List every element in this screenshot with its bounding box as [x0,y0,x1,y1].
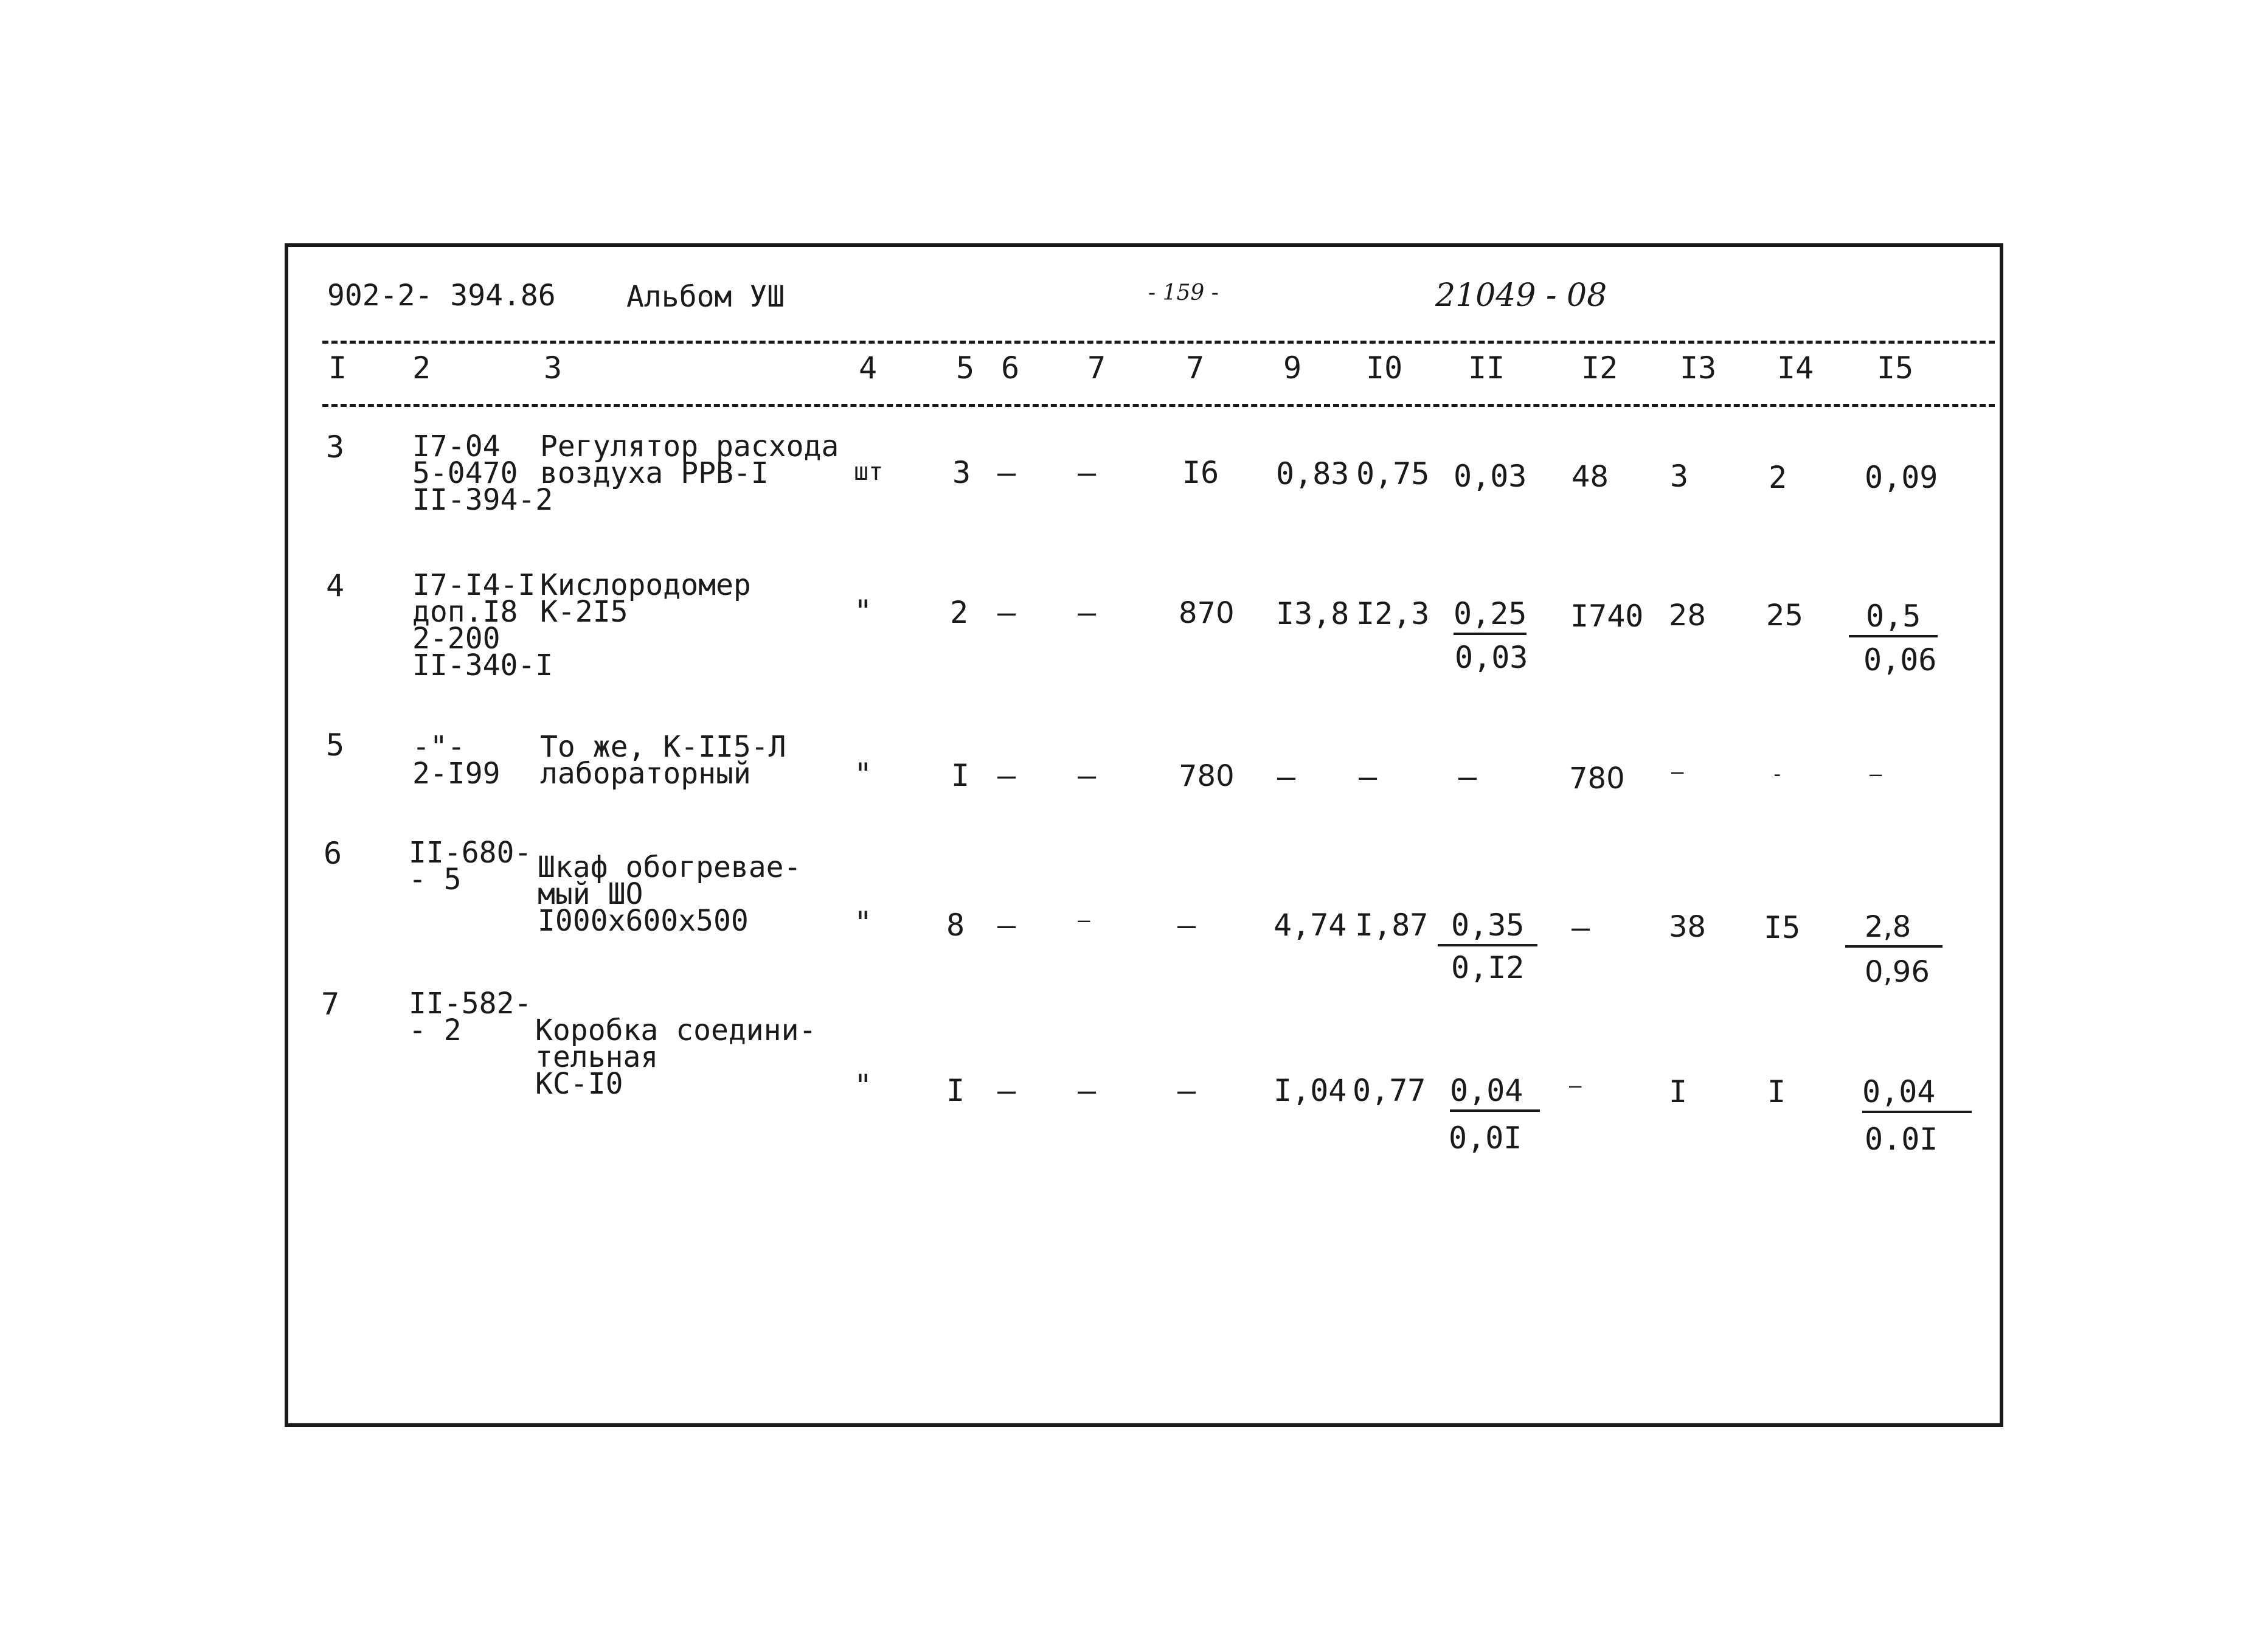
row-unit: " [854,757,873,792]
col-14: I4 [1777,350,1814,386]
row-col11-lower: 0,I2 [1451,950,1525,985]
row-code: -"- 2-I99 [412,730,501,791]
row-qty: 3 [952,455,971,490]
inventory-number: 21049 - 08 [1435,277,1607,314]
row-col9: – [1277,759,1296,794]
row-unit: " [854,594,873,629]
row-name: Коробка соедини- тельная КС-I0 [535,1013,817,1101]
row-col15: 0,09 [1865,460,1938,495]
doc-code: 902-2- 394.86 [327,279,556,313]
row-number: 4 [326,568,345,603]
row-col14: 25 [1766,599,1804,633]
row-col12: – [1572,910,1590,945]
col-11: II [1468,350,1505,386]
row-col14: - [1771,762,1784,786]
row-col8: I6 [1182,455,1219,490]
header-rule [322,341,1995,344]
row-col6: – [997,908,1016,943]
row-col14: I [1767,1074,1786,1109]
row-col6: – [997,758,1016,793]
row-number: 5 [326,727,345,763]
row-col15-lower: 0.0I [1865,1122,1938,1157]
row-col12: – [1569,1074,1582,1098]
row-col9: I3,8 [1276,596,1350,631]
row-name: Кислородомер К-2I5 [540,568,751,629]
row-unit: " [854,905,873,940]
col-7: 7 [1087,350,1106,386]
row-col15-lower: 0,06 [1863,642,1937,678]
row-col11-lower: 0,0I [1449,1120,1522,1156]
row-unit: шт [854,458,884,486]
row-col6: – [997,595,1016,630]
row-col9: 0,83 [1276,456,1350,491]
page-number: - 159 - [1148,280,1219,305]
row-code: I7-04 5-0470 II-394-2 [412,429,553,517]
row-col14: 2 [1769,460,1787,495]
row-col8: 870 [1179,596,1235,630]
row-col15-upper: 0,5 [1849,601,1938,637]
row-number: 6 [324,836,342,871]
row-name: Регулятор расхода воздуха РРВ-I [540,429,839,490]
row-col11: 0,03 [1454,459,1527,494]
row-qty: 8 [946,908,965,943]
row-col6: – [997,1073,1016,1108]
row-col11-upper: 0,04 [1450,1075,1540,1112]
col-10: I0 [1366,350,1403,386]
row-col10: 0,77 [1353,1073,1426,1108]
col-12: I2 [1581,350,1618,386]
row-unit: " [854,1068,873,1103]
row-col7: – [1078,758,1097,793]
row-code: II-680- - 5 [409,836,532,897]
row-name: То же, К-II5-Л лабораторный [540,730,786,791]
col-4: 4 [859,350,878,386]
col-1: I [328,350,347,386]
row-qty: 2 [950,595,969,630]
row-col13: I [1669,1074,1688,1109]
row-qty: I [946,1073,965,1108]
row-col7: – [1078,908,1090,932]
col-5: 5 [956,350,975,386]
row-col13: 28 [1669,599,1707,633]
row-col12: 48 [1572,460,1609,494]
row-col10: I,87 [1355,908,1429,943]
row-col15-upper: 2,8 [1845,912,1942,948]
row-col11-upper: 0,25 [1454,599,1527,635]
row-code: I7-I4-I доп.I8 2-200 II-340-I [412,568,553,682]
col-15: I5 [1877,350,1914,386]
row-col7: – [1078,455,1097,490]
row-col10: I2,3 [1356,596,1430,631]
col-6: 6 [1001,350,1020,386]
row-col11-lower: 0,03 [1455,640,1528,675]
row-col15: – [1870,762,1882,786]
row-col7: – [1078,595,1097,630]
row-number: 3 [326,429,345,465]
album-label: Альбом УШ [626,280,785,314]
row-col13: 38 [1669,910,1707,944]
row-col15-upper: 0,04 [1862,1077,1972,1113]
row-qty: I [951,758,970,793]
row-col8: – [1177,1073,1196,1108]
row-col8: 780 [1179,759,1235,793]
row-col14: I5 [1764,910,1801,945]
row-col10: – [1359,759,1378,794]
row-col12: 780 [1569,762,1625,796]
document-sheet [285,243,2003,1427]
col-3: 3 [544,350,563,386]
row-col9: 4,74 [1274,908,1347,943]
column-header-rule [322,404,1995,407]
row-col12: I740 [1570,599,1644,634]
row-code: II-582- - 2 [409,987,532,1047]
row-col13: – [1671,760,1684,784]
row-col11: – [1458,759,1477,794]
row-number: 7 [321,987,340,1022]
row-col10: 0,75 [1356,456,1430,491]
col-13: I3 [1680,350,1717,386]
row-col8: – [1177,908,1196,943]
row-col6: – [997,455,1016,490]
row-col13: 3 [1670,459,1689,494]
row-col9: I,04 [1274,1073,1347,1108]
row-name: Шкаф обогревае- мый ШО I000х600х500 [538,850,802,938]
row-col7: – [1078,1073,1097,1108]
row-col15-lower: 0,96 [1865,955,1930,989]
col-8: 7 [1186,350,1205,386]
col-2: 2 [412,350,431,386]
col-9: 9 [1283,350,1302,386]
row-col11-upper: 0,35 [1438,910,1537,946]
